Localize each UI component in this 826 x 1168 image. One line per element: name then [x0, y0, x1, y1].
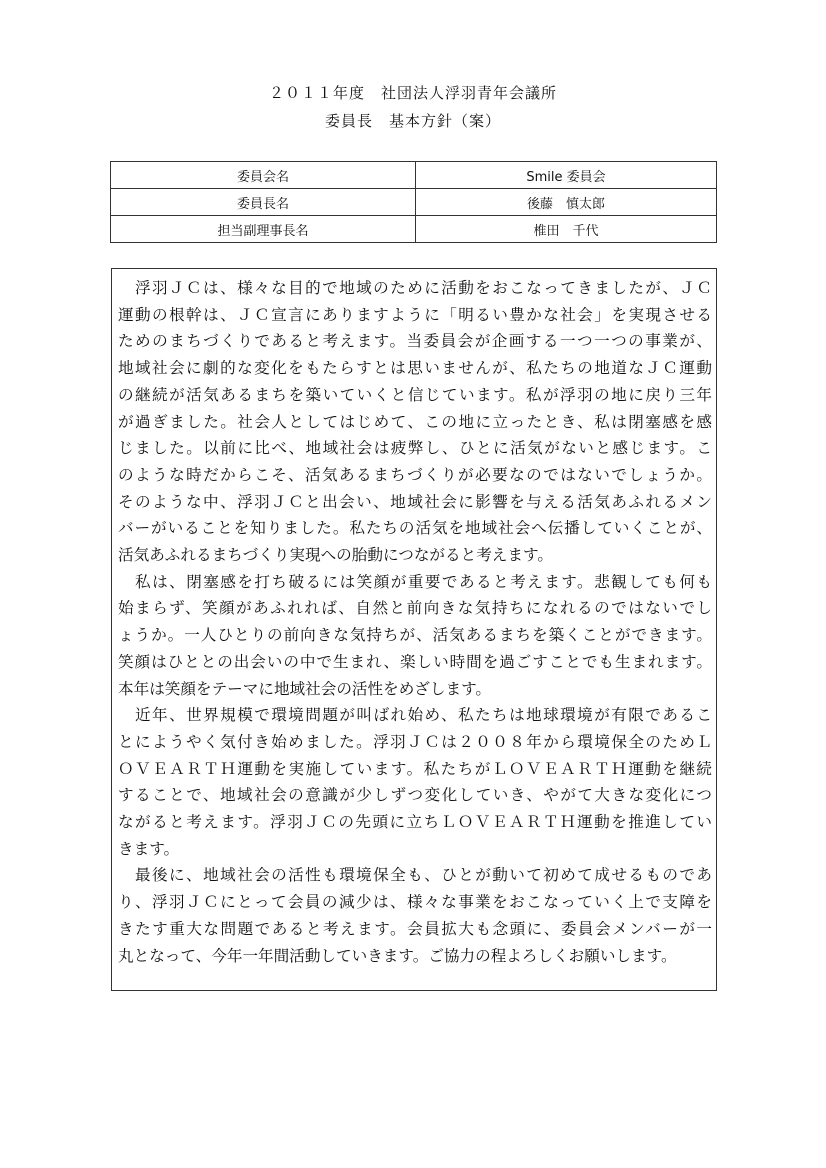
policy-text-line: 近年、世界規模で環境問題が叫ばれ始め、私たちは地球環境が有限であるこ [118, 706, 712, 725]
policy-text-box [111, 268, 717, 991]
policy-text-line: 最後に、地域社会の活性も環境保全も、ひとが動いて初めて成せるものであ [118, 866, 712, 885]
committee-name-label: 委員会名 [111, 162, 416, 189]
policy-text-line: が過ぎました。社会人としてはじめて、この地に立ったとき、私は閉塞感を感 [118, 412, 712, 431]
policy-text-line: 地域社会に劇的な変化をもたらすとは思いませんが、私たちの地道なＪＣ運動 [118, 359, 712, 378]
vice-president-name-label: 担当副理事長名 [111, 216, 416, 243]
policy-text-line: 浮羽ＪＣは、様々な目的で地域のために活動をおこなってきましたが、ＪＣ [118, 279, 712, 297]
table-row [111, 189, 717, 216]
policy-text-line: きたす重大な問題であると考えます。会員拡大も念頭に、委員会メンバーが一 [118, 919, 712, 938]
vice-president-name-value: 椎田 千代 [416, 216, 717, 243]
policy-text-line: 本年は笑顔をテーマに地域社会の活性をめざします。 [118, 679, 492, 698]
policy-text-line: ながると考えます。浮羽ＪＣの先頭に立ちＬＯＶＥＡＲＴＨ運動を推進してい [118, 813, 712, 831]
policy-text-line: ＯＶＥＡＲＴＨ運動を実施しています。私たちがＬＯＶＥＡＲＴＨ運動を継続 [118, 759, 712, 778]
table-row [111, 162, 717, 189]
policy-text-line: 丸となって、今年一年間活動していきます。ご協力の程よろしくお願いします。 [118, 946, 677, 965]
chairperson-name-value: 後藤 慎太郎 [416, 189, 717, 216]
policy-text-line: ょうか。一人ひとりの前向きな気持ちが、活気あるまちを築くことができます。 [118, 626, 712, 645]
info-table [110, 161, 717, 243]
policy-text-line: 始まらず、笑顔があふれれば、自然と前向きな気持ちになれるのではないでし [118, 599, 712, 618]
policy-text-line: り、浮羽ＪＣにとって会員の減少は、様々な事業をおこなっていく上で支障を [118, 893, 712, 912]
policy-text-line: の継続が活気あるまちを築いていくと信じています。私が浮羽の地に戻り三年 [118, 385, 712, 404]
policy-text-line: 笑顔はひととの出会いの中で生まれ、楽しい時間を過ごすことでも生まれます。 [118, 652, 712, 671]
committee-name-value: Smile 委員会 [416, 162, 717, 189]
policy-text-line: のような時だからこそ、活気あるまちづくりが必要なのではないでしょうか。 [118, 465, 712, 484]
policy-text-line: 私は、閉塞感を打ち破るには笑顔が重要であると考えます。悲観しても何も [118, 572, 712, 591]
policy-text-line: 運動の根幹は、ＪＣ宣言にありますように「明るい豊かな社会」を実現させる [118, 305, 712, 324]
policy-text-line: バーがいることを知りました。私たちの活気を地域社会へ伝播していくことが、 [118, 519, 712, 538]
policy-text-line: きます。 [118, 839, 180, 858]
policy-text-line: ためのまちづくりであると考えます。当委員会が企画する一つ一つの事業が、 [118, 332, 712, 351]
policy-text-line: そのような中、浮羽ＪＣと出会い、地域社会に影響を与える活気あふれるメン [118, 492, 712, 511]
chairperson-name-label: 委員長名 [111, 189, 416, 216]
policy-text-line: 活気あふれるまちづくり実現への胎動につながると考えます。 [118, 546, 553, 564]
policy-text-line: することで、地域社会の意識が少しずつ変化していき、やがて大きな変化につ [118, 786, 712, 805]
document-title: ２０１１年度 社団法人浮羽青年会議所 [268, 84, 557, 102]
table-row [111, 216, 717, 243]
policy-text-line: とにようやく気付き始めました。浮羽ＪＣは２００８年から環境保全のためＬ [118, 732, 712, 751]
document-subtitle: 委員長 基本方針（案） [324, 112, 501, 130]
policy-text-line: じました。以前に比べ、地域社会は疲弊し、ひとに活気がないと感じます。こ [118, 439, 712, 458]
